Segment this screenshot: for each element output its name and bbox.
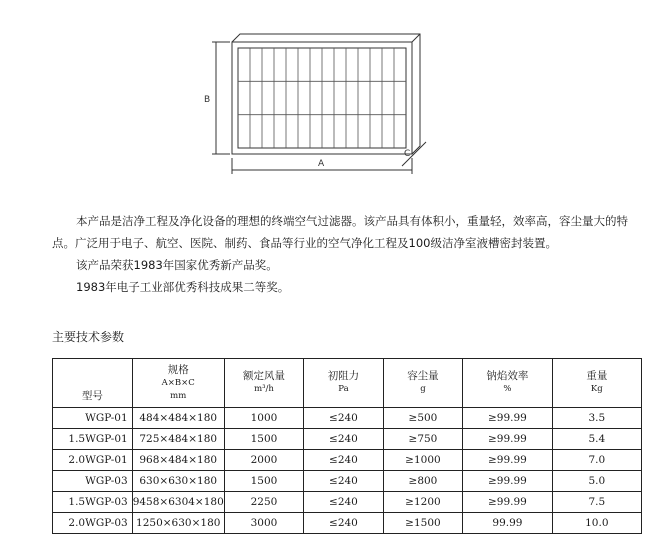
header-size-unit: mm	[170, 390, 187, 401]
header-size-label: 规格	[167, 363, 189, 376]
cell-model: 1.5WGP-03	[53, 492, 133, 513]
header-dust	[383, 359, 463, 408]
cell-airflow: 2250	[224, 492, 303, 513]
spec-section-title: 主要技术参数	[52, 330, 125, 344]
cell-dust: ≥1000	[383, 450, 463, 471]
cell-model: 2.0WGP-03	[53, 513, 133, 534]
filter-grid	[238, 48, 406, 148]
cell-weight: 7.5	[552, 492, 641, 513]
cell-resistance: ≤240	[304, 408, 383, 429]
cell-efficiency: ≥99.99	[463, 408, 552, 429]
cell-airflow: 3000	[224, 513, 303, 534]
cell-airflow: 2000	[224, 450, 303, 471]
cell-dust: ≥1200	[383, 492, 463, 513]
cell-dust: ≥500	[383, 408, 463, 429]
spec-table	[52, 358, 642, 534]
table-row	[53, 408, 642, 429]
cell-dust: ≥1500	[383, 513, 463, 534]
cell-model: WGP-01	[53, 408, 133, 429]
cell-airflow: 1500	[224, 471, 303, 492]
table-row	[53, 450, 642, 471]
cell-efficiency: ≥99.99	[463, 450, 552, 471]
header-resistance-unit: Pa	[338, 384, 349, 394]
cell-model: 2.0WGP-01	[53, 450, 133, 471]
intro-paragraph: 该产品荣获1983年国家优秀新产品奖。	[76, 258, 278, 272]
cell-size: 725×484×180	[132, 429, 224, 450]
filter-diagram	[200, 30, 440, 190]
header-weight-unit: Kg	[590, 384, 603, 394]
header-airflow	[224, 359, 303, 408]
header-size-sub: A×B×C	[161, 377, 195, 388]
cell-resistance: ≤240	[304, 450, 383, 471]
cell-efficiency: ≥99.99	[463, 429, 552, 450]
header-weight	[552, 359, 641, 408]
table-header-row	[53, 359, 642, 408]
cell-weight: 10.0	[552, 513, 641, 534]
dimension-a-label: A	[318, 159, 325, 169]
header-weight-label: 重量	[586, 370, 608, 382]
cell-model: 1.5WGP-01	[53, 429, 133, 450]
cell-airflow: 1500	[224, 429, 303, 450]
product-description	[52, 210, 642, 298]
cell-resistance: ≤240	[304, 429, 383, 450]
cell-size: 484×484×180	[132, 408, 224, 429]
table-row	[53, 492, 642, 513]
cell-size: 630×630×180	[132, 471, 224, 492]
header-resistance	[304, 359, 383, 408]
dimension-b-label: B	[204, 95, 211, 105]
cell-efficiency: ≥99.99	[463, 471, 552, 492]
header-dust-label: 容尘量	[407, 370, 439, 382]
intro-paragraph: 本产品是洁净工程及净化设备的理想的终端空气过滤器。该产品具有体积小，重量轻，效率高，容尘量大的特点。广泛用于电子、航空、医院、制药、食品等行业的空气净化工程及100级洁净室液槽密封装置。	[52, 214, 628, 250]
cell-size: 968×484×180	[132, 450, 224, 471]
cell-resistance: ≤240	[304, 471, 383, 492]
cell-resistance: ≤240	[304, 492, 383, 513]
cell-weight: 3.5	[552, 408, 641, 429]
cell-model: WGP-03	[53, 471, 133, 492]
dimension-c-label: C	[404, 149, 411, 159]
header-airflow-label: 额定风量	[243, 370, 285, 382]
cell-efficiency: ≥99.99	[463, 492, 552, 513]
header-size	[132, 359, 224, 408]
table-row	[53, 471, 642, 492]
filter-depth-outline	[232, 34, 420, 154]
header-efficiency-unit: %	[503, 384, 512, 394]
cell-resistance: ≤240	[304, 513, 383, 534]
cell-airflow: 1000	[224, 408, 303, 429]
table-row	[53, 429, 642, 450]
table-row	[53, 513, 642, 534]
cell-size: 1250×630×180	[132, 513, 224, 534]
header-dust-unit: g	[420, 384, 426, 394]
header-efficiency-label: 钠焰效率	[486, 370, 529, 382]
cell-weight: 7.0	[552, 450, 641, 471]
header-airflow-unit: m³/h	[254, 384, 274, 394]
header-model: 型号	[53, 359, 133, 408]
header-efficiency	[463, 359, 552, 408]
cell-dust: ≥750	[383, 429, 463, 450]
cell-weight: 5.4	[552, 429, 641, 450]
cell-dust: ≥800	[383, 471, 463, 492]
cell-size: 9458×6304×180	[132, 492, 224, 513]
intro-paragraph: 1983年电子工业部优秀科技成果二等奖。	[76, 280, 290, 294]
header-resistance-label: 初阻力	[327, 370, 360, 382]
cell-efficiency: 99.99	[463, 513, 552, 534]
cell-weight: 5.0	[552, 471, 641, 492]
